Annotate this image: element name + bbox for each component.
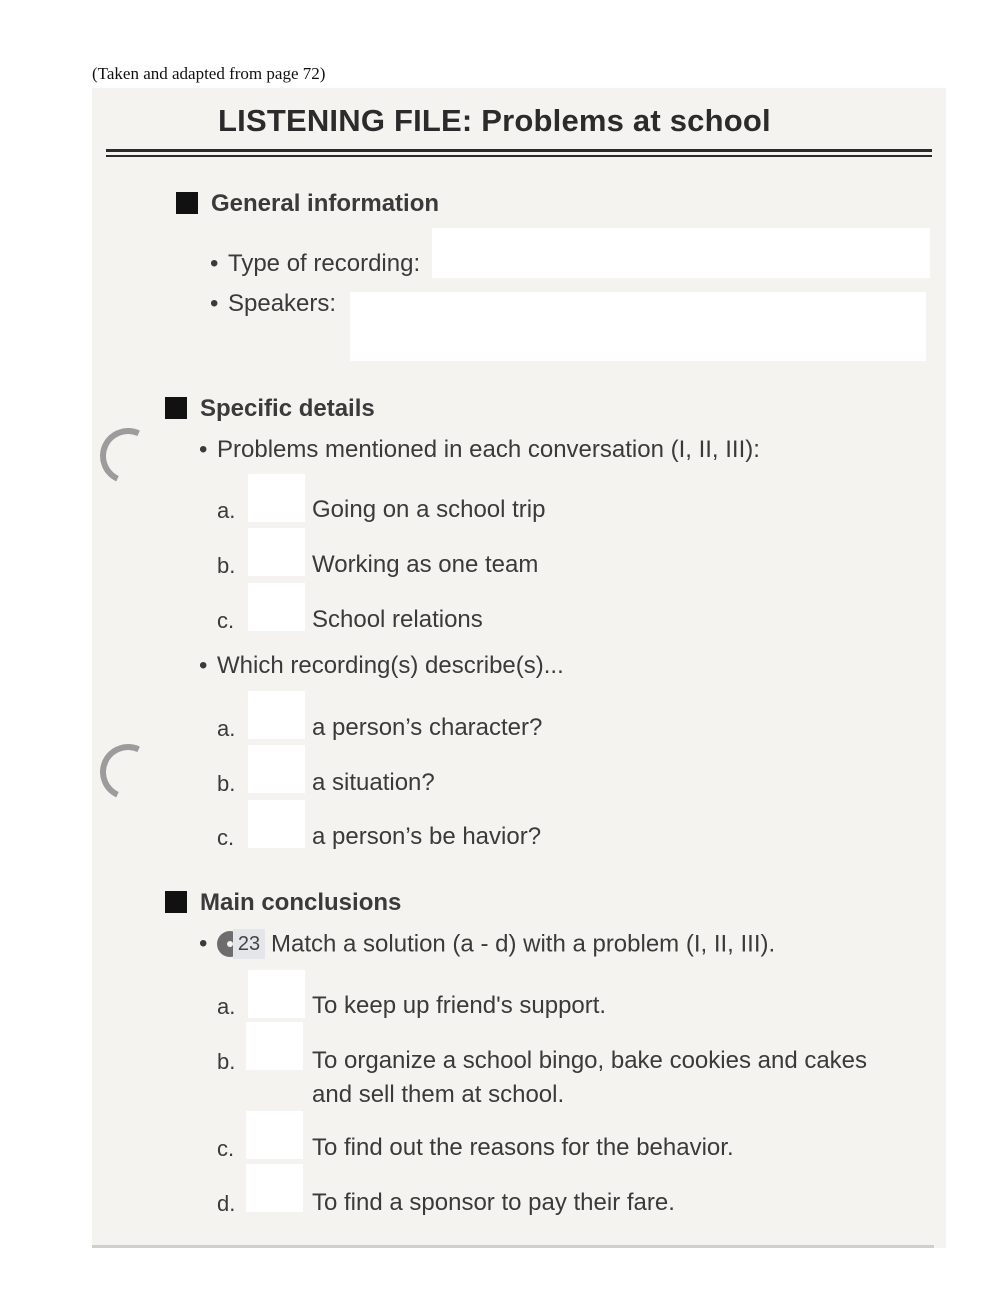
- answer-box-solution-d[interactable]: [246, 1164, 303, 1212]
- page-title: LISTENING FILE: Problems at school: [218, 103, 771, 138]
- track-number: 23: [233, 929, 265, 959]
- answer-box-describe-a[interactable]: [248, 691, 305, 739]
- option-letter: b.: [217, 771, 236, 796]
- answer-box-solution-a[interactable]: [248, 970, 305, 1018]
- answer-box-solution-b[interactable]: [246, 1022, 303, 1070]
- option-letter: a.: [217, 716, 236, 741]
- option-letter: b.: [217, 553, 236, 578]
- option-letter: d.: [217, 1191, 236, 1216]
- option-letter: a.: [217, 498, 236, 523]
- option-text: Working as one team: [312, 551, 539, 578]
- option-text: Going on a school trip: [312, 496, 546, 523]
- page-bottom-line: [92, 1245, 934, 1248]
- speakers-answer-box[interactable]: [350, 292, 926, 361]
- type-of-recording-answer-box[interactable]: [432, 228, 930, 278]
- question-match: • 23 Match a solution (a - d) with a problem (I, II, III).: [199, 929, 775, 961]
- speakers-label: • Speakers:: [210, 290, 337, 317]
- question-problems: • Problems mentioned in each conversation (I, II, III):: [199, 436, 760, 463]
- section-heading-specific: Specific details: [200, 395, 375, 422]
- section-heading-general: General information: [211, 190, 440, 217]
- answer-box-problem-b[interactable]: [248, 528, 305, 576]
- option-letter: a.: [217, 994, 236, 1019]
- option-text: a person’s character?: [312, 714, 543, 741]
- option-letter: c.: [217, 825, 235, 850]
- answer-box-solution-c[interactable]: [246, 1111, 303, 1159]
- answer-box-problem-a[interactable]: [248, 474, 305, 522]
- question-recordings: • Which recording(s) describe(s)...: [199, 652, 564, 679]
- answer-box-describe-c[interactable]: [248, 800, 305, 848]
- option-text: School relations: [312, 606, 483, 633]
- option-letter: b.: [217, 1049, 236, 1074]
- option-text: To find out the reasons for the behavior.: [312, 1134, 734, 1161]
- section-heading-main: Main conclusions: [200, 889, 402, 916]
- audio-track-icon: [217, 929, 265, 961]
- answer-box-describe-b[interactable]: [248, 745, 305, 793]
- option-text: To find a sponsor to pay their fare.: [312, 1189, 675, 1216]
- source-note: (Taken and adapted from page 72): [92, 64, 326, 83]
- section-marker-icon: [165, 891, 187, 913]
- title-rule: [106, 149, 932, 152]
- type-of-recording-label: • Type of recording:: [210, 250, 421, 277]
- title-rule: [106, 155, 932, 157]
- section-marker-icon: [165, 397, 187, 419]
- answer-box-problem-c[interactable]: [248, 583, 305, 631]
- option-text: a situation?: [312, 769, 435, 796]
- option-letter: c.: [217, 1136, 235, 1161]
- option-letter: c.: [217, 608, 235, 633]
- section-marker-icon: [176, 192, 198, 214]
- option-text: To organize a school bingo, bake cookies and cakes and sell them at school.: [312, 1047, 868, 1108]
- option-text: To keep up friend's support.: [312, 992, 607, 1019]
- option-text: a person’s be havior?: [312, 823, 542, 850]
